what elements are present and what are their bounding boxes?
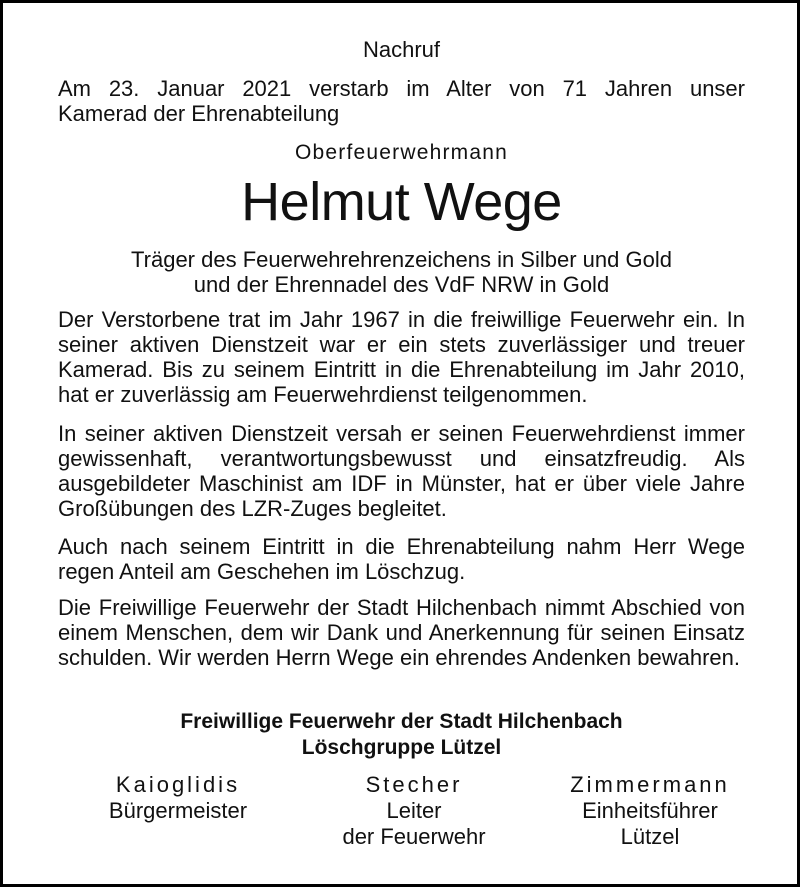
- signer-role: Einheitsführer: [582, 798, 718, 823]
- intro-line-1: Am 23. Januar 2021 verstarb im Alter von 71 Jahren unser: [58, 76, 745, 101]
- signer-fire-chief: [314, 772, 514, 850]
- paragraph-duty: In seiner aktiven Dienstzeit versah er seinen Feuerwehrdienst immer gewissenhaft, verantwortungsbewusst und einsatzfreudig. Als ausgebildeter Maschinist am IDF in Münster, hat er über viele Jahre Großübungen des LZR-Zuges begleitet.: [58, 421, 745, 521]
- signer-role-line-2: Lützel: [620, 824, 680, 849]
- paragraph-farewell: Die Freiwillige Feuerwehr der Stadt Hilchenbach nimmt Abschied von einem Menschen, dem wir Dank und Anerkennung für seinen Einsatz schulden. Wir werden Herrn Wege ein ehrendes Andenken bewahren.: [58, 595, 745, 670]
- signatories: [58, 772, 745, 850]
- intro-line-2: Kamerad der Ehrenabteilung: [58, 101, 340, 126]
- organization-line-1: Freiwillige Feuerwehr der Stadt Hilchenbach: [180, 710, 623, 733]
- paragraph-service-history: Der Verstorbene trat im Jahr 1967 in die freiwillige Feuerwehr ein. In seiner aktiven Dienstzeit war er ein stets zuverlässiger und treuer Kamerad. Bis zu seinem Eintritt in die Ehrenabteilung im Jahr 2010, hat er zuverlässig am Feuerwehrdienst teilgenommen.: [58, 307, 745, 407]
- deceased-name: Helmut Wege: [241, 172, 562, 232]
- signer-role-line-2: der Feuerwehr: [342, 824, 486, 849]
- honors: [58, 247, 745, 297]
- signer-name: Kaioglidis: [115, 772, 241, 797]
- organization-line-2: Löschgruppe Lützel: [301, 736, 502, 759]
- signer-name: Zimmermann: [570, 772, 730, 797]
- honors-line-1: Träger des Feuerwehrehrenzeichens in Silber und Gold: [131, 247, 672, 272]
- intro-text: [58, 76, 745, 126]
- notice-heading: Nachruf: [362, 37, 441, 62]
- signer-role: Bürgermeister: [108, 798, 248, 823]
- signer-mayor: [78, 772, 278, 850]
- paragraph-honorary: Auch nach seinem Eintritt in die Ehrenabteilung nahm Herr Wege regen Anteil am Geschehen im Löschzug.: [58, 534, 745, 584]
- signer-unit-leader: [550, 772, 750, 850]
- honors-line-2: und der Ehrennadel des VdF NRW in Gold: [193, 272, 610, 297]
- deceased-rank: Oberfeuerwehrmann: [295, 141, 508, 164]
- signer-role: Leiter: [386, 798, 442, 823]
- signer-name: Stecher: [365, 772, 463, 797]
- organization: [58, 709, 745, 761]
